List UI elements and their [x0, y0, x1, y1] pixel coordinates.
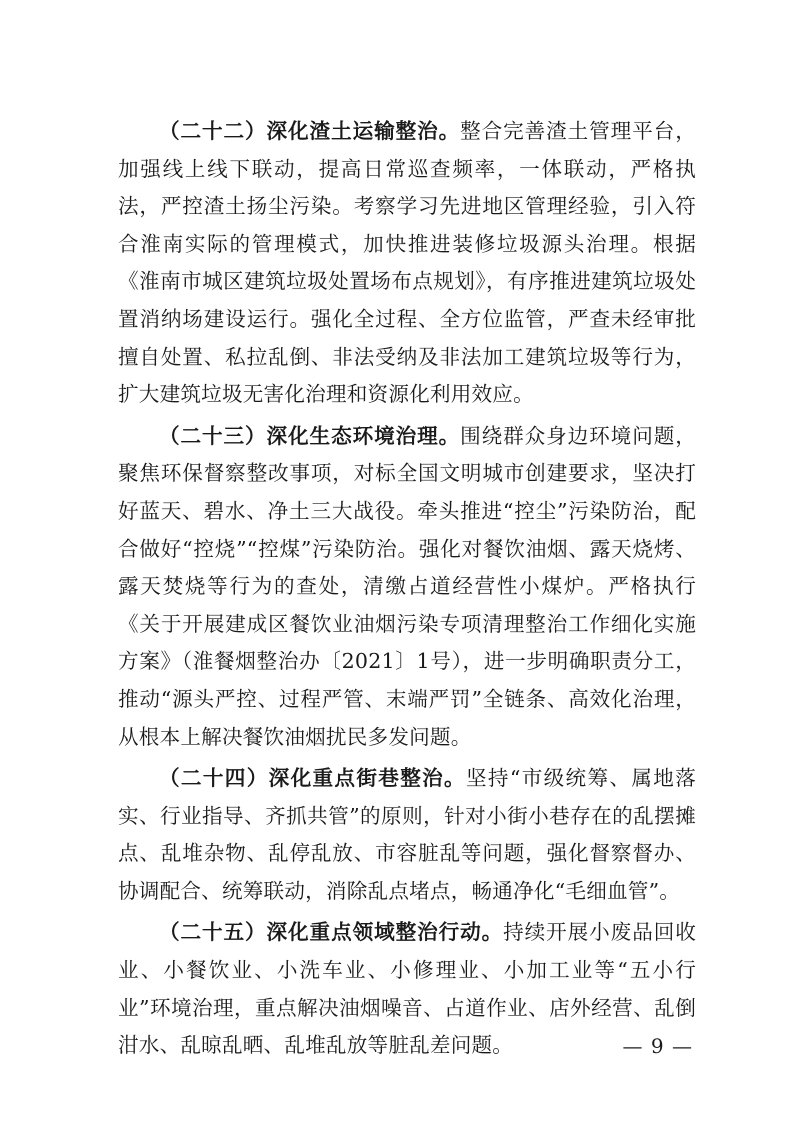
- paragraph-25-heading: （二十五）深化重点领域整治行动。: [159, 920, 504, 945]
- paragraph-22-text: 整合完善渣土管理平台，加强线上线下联动，提高日常巡查频率，一体联动，严格执法，严控渣土扬尘污染。考察学习先进地区管理经验，引入符合淮南实际的管理模式，加快推进装修垃圾源头治理。根据《淮南市城区建筑垃圾处置场布点规划》，有序推进建筑垃圾处置消纳场建设运行。强化全过程、全方位监管，严查未经审批擅自处置、私拉乱倒、非法受纳及非法加工建筑垃圾等行为，扩大建筑垃圾无害化治理和资源化利用效应。: [118, 119, 696, 407]
- paragraph-22-heading: （二十二）深化渣土运输整治。: [159, 119, 461, 143]
- page-number: — 9 —: [622, 1034, 693, 1058]
- paragraph-22: [118, 113, 696, 414]
- paragraph-25-text: 持续开展小废品回收业、小餐饮业、小洗车业、小修理业、小加工业等“五小行业”环境治理，重点解决油烟噪音、占道作业、店外经营、乱倒泔水、乱晾乱晒、乱堆乱放等脏乱差问题。: [118, 920, 696, 1058]
- paragraph-23-text: 围绕群众身边环境问题，聚焦环保督察整改事项，对标全国文明城市创建要求，坚决打好蓝天、碧水、净土三大战役。牵头推进“控尘”污染防治，配合做好“控烧”“控煤”污染防治。强化对餐饮油烟、露天烧烤、露天焚烧等行为的查处，清缴占道经营性小煤炉。严格执行《关于开展建成区餐饮业油烟污染专项清理整治工作细化实施方案》（淮餐烟整治办〔2021〕1号），进一步明确职责分工，推动“源头严控、过程严管、末端严罚”全链条、高效化治理，从根本上解决餐饮油烟扰民多发问题。: [118, 423, 696, 749]
- paragraph-23: [118, 418, 696, 756]
- document-body: [118, 113, 696, 1069]
- paragraph-24: [118, 760, 696, 910]
- paragraph-24-heading: （二十四）深化重点街巷整治。: [159, 766, 466, 791]
- paragraph-23-heading: （二十三）深化生态环境治理。: [159, 423, 461, 448]
- paragraph-24-text: 坚持“市级统筹、属地落实、行业指导、齐抓共管”的原则，针对小街小巷存在的乱摆摊点、乱堆杂物、乱停乱放、市容脏乱等问题，强化督察督办、协调配合、统筹联动，消除乱点堵点，畅通净化“毛细血管”。: [118, 766, 696, 903]
- paragraph-25: [118, 914, 696, 1064]
